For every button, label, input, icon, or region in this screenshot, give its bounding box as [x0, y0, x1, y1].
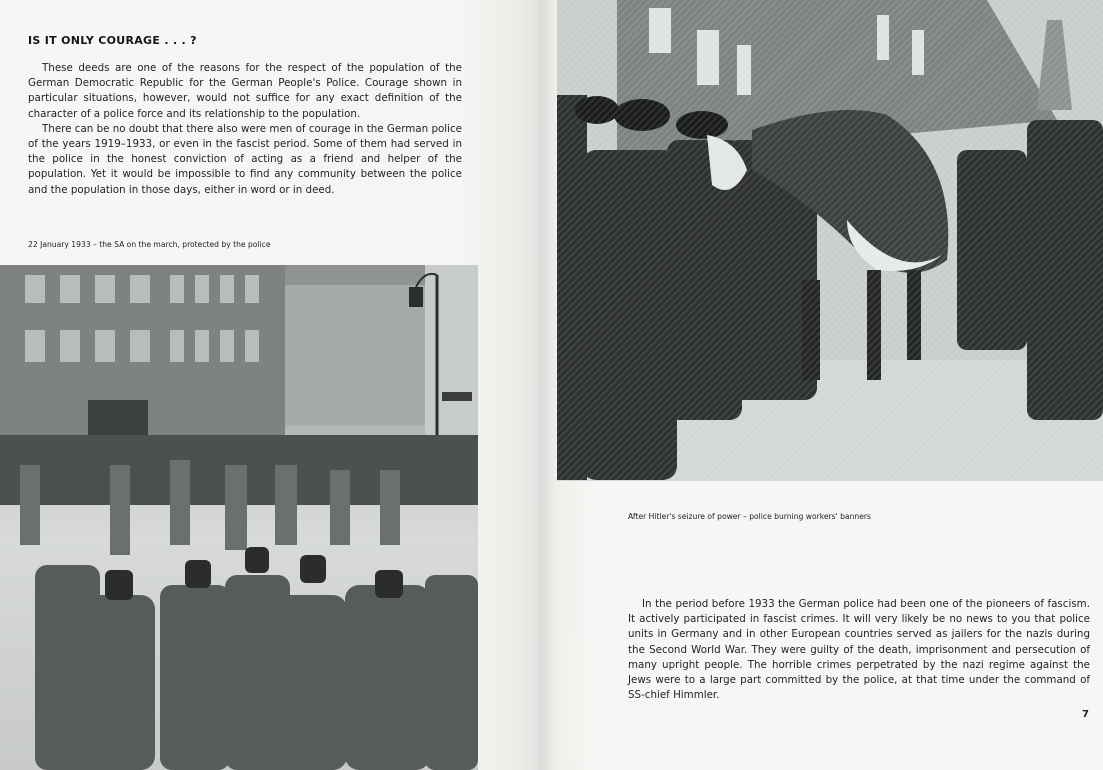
- photo-caption-left: 22 January 1933 – the SA on the march, protected by the police: [28, 240, 271, 249]
- paragraph: These deeds are one of the reasons for the respect of the population of the German Democratic Republic for the German People's Police. Courage shown in particular situations, however, would not suffice for any exact definition of the character of a police force and its relationship to the population.: [28, 62, 462, 120]
- photo-burning-banners-illustration: [557, 0, 1103, 481]
- photo-caption-right: After Hitler's seizure of power – police burning workers' banners: [628, 512, 871, 521]
- photo-sa-march-illustration: [0, 265, 478, 770]
- right-body-text: [628, 597, 1090, 703]
- left-page: [0, 0, 540, 770]
- paragraph: There can be no doubt that there also were men of courage in the German police of the years 1919–1933, or even in the fascist period. Some of them had served in the police in the honest conviction of acting as a friend and helper of the population. Yet it would be impossible to find any community between the police and the population in those days, either in word or in deed.: [28, 122, 462, 196]
- photo-burning-banners: [557, 0, 1103, 481]
- left-body-text: [28, 61, 462, 198]
- paragraph: In the period before 1933 the German police had been one of the pioneers of fascism. It actively participated in fascist crimes. It will very likely be no news to you that police units in Germany and in other European countries served as jailers for the nazis during the Second World War. They were guilty of the death, imprisonment and persecution of many upright people. The horrible crimes perpetrated by the nazi regime against the Jews were to a large part committed by the police, at that time under the command of SS-chief Himmler.: [628, 598, 1090, 702]
- page-number: 7: [1082, 709, 1089, 720]
- section-heading: IS IT ONLY COURAGE . . . ?: [28, 34, 197, 47]
- photo-sa-march: [0, 265, 478, 770]
